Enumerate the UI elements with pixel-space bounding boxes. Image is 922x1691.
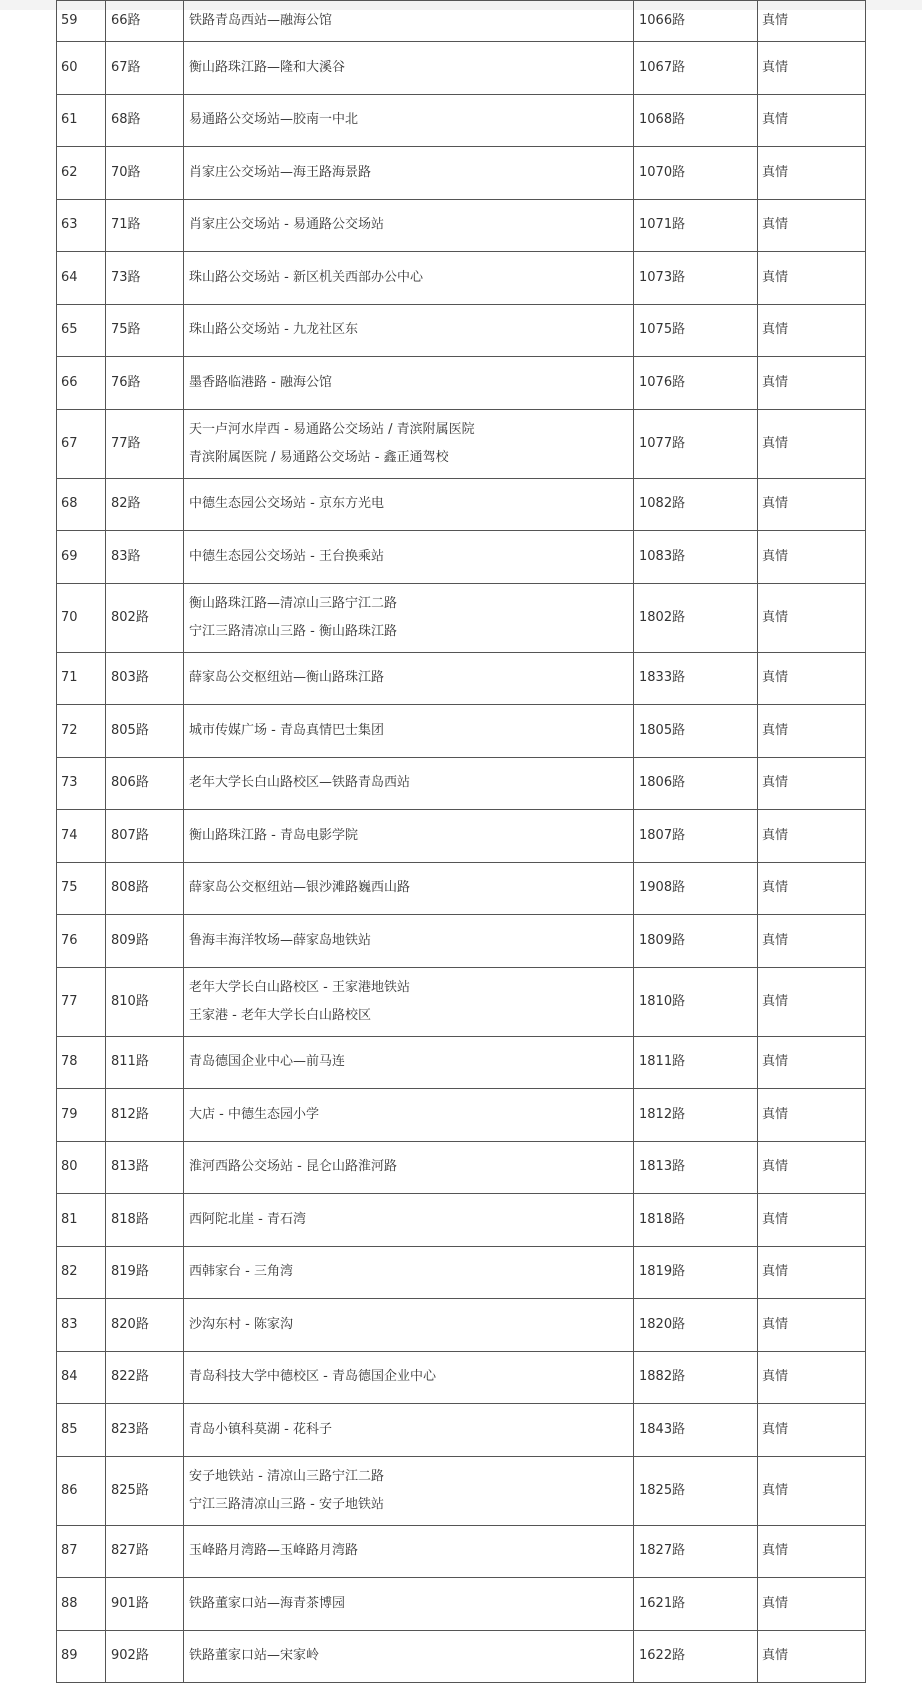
old-route-cell: 813路 — [106, 1141, 184, 1194]
old-route-cell: 71路 — [106, 199, 184, 252]
new-route-cell: 1833路 — [634, 652, 758, 705]
operator-cell: 真情 — [758, 652, 866, 705]
row-number-cell: 68 — [57, 478, 106, 531]
table-row — [57, 1141, 866, 1194]
route-stops-cell — [184, 1194, 634, 1247]
route-stops-line: 玉峰路月湾路—玉峰路月湾路 — [189, 1543, 359, 1559]
row-number-cell: 59 — [57, 1, 106, 42]
old-route-cell: 805路 — [106, 705, 184, 758]
table-row — [57, 1299, 866, 1352]
row-number-cell: 89 — [57, 1630, 106, 1683]
route-stops-cell — [184, 810, 634, 863]
route-stops-cell — [184, 94, 634, 147]
route-stops-line: 天一卢河水岸西 - 易通路公交场站 / 青滨附属医院 — [189, 421, 475, 437]
operator-cell: 真情 — [758, 915, 866, 968]
table-row — [57, 757, 866, 810]
row-number-cell: 83 — [57, 1299, 106, 1352]
route-stops-cell — [184, 1089, 634, 1142]
table-row — [57, 1, 866, 42]
new-route-cell: 1843路 — [634, 1404, 758, 1457]
route-stops-cell — [184, 757, 634, 810]
bus-route-table-container — [56, 0, 866, 1683]
row-number-cell: 61 — [57, 94, 106, 147]
new-route-cell: 1827路 — [634, 1525, 758, 1578]
table-row — [57, 1194, 866, 1247]
operator-cell: 真情 — [758, 1246, 866, 1299]
route-stops-cell — [184, 1246, 634, 1299]
route-stops-line: 青岛小镇科莫湖 - 花科子 — [189, 1421, 332, 1437]
row-number-cell: 74 — [57, 810, 106, 863]
new-route-cell: 1810路 — [634, 967, 758, 1036]
route-stops-line: 城市传媒广场 - 青岛真情巴士集团 — [189, 722, 384, 738]
old-route-cell: 67路 — [106, 42, 184, 95]
table-row — [57, 199, 866, 252]
old-route-cell: 73路 — [106, 252, 184, 305]
operator-cell: 真情 — [758, 967, 866, 1036]
route-stops-line: 西阿陀北崖 - 青石湾 — [189, 1211, 306, 1227]
row-number-cell: 66 — [57, 357, 106, 410]
old-route-cell: 808路 — [106, 862, 184, 915]
new-route-cell: 1082路 — [634, 478, 758, 531]
operator-cell: 真情 — [758, 199, 866, 252]
operator-cell: 真情 — [758, 862, 866, 915]
route-stops-line: 大店 - 中德生态园小学 — [189, 1106, 319, 1122]
route-stops-line: 易通路公交场站—胶南一中北 — [189, 112, 359, 128]
old-route-cell: 807路 — [106, 810, 184, 863]
route-stops-cell — [184, 1351, 634, 1404]
bus-route-table — [56, 0, 866, 1683]
old-route-cell: 809路 — [106, 915, 184, 968]
table-row — [57, 583, 866, 652]
route-stops-line: 青岛科技大学中德校区 - 青岛德国企业中心 — [189, 1369, 436, 1385]
route-stops-line: 西韩家台 - 三角湾 — [189, 1264, 293, 1280]
operator-cell: 真情 — [758, 478, 866, 531]
route-stops-cell — [184, 1525, 634, 1578]
old-route-cell: 82路 — [106, 478, 184, 531]
table-row — [57, 531, 866, 584]
operator-cell: 真情 — [758, 1194, 866, 1247]
operator-cell: 真情 — [758, 147, 866, 200]
row-number-cell: 70 — [57, 583, 106, 652]
new-route-cell: 1073路 — [634, 252, 758, 305]
operator-cell: 真情 — [758, 531, 866, 584]
table-row — [57, 1630, 866, 1683]
table-row — [57, 915, 866, 968]
row-number-cell: 75 — [57, 862, 106, 915]
old-route-cell: 806路 — [106, 757, 184, 810]
table-body — [57, 1, 866, 1683]
table-row — [57, 1404, 866, 1457]
table-row — [57, 1036, 866, 1089]
old-route-cell: 68路 — [106, 94, 184, 147]
new-route-cell: 1066路 — [634, 1, 758, 42]
operator-cell: 真情 — [758, 304, 866, 357]
new-route-cell: 1077路 — [634, 409, 758, 478]
table-row — [57, 409, 866, 478]
route-stops-line: 宁江三路清凉山三路 - 安子地铁站 — [189, 1496, 384, 1512]
route-stops-cell — [184, 531, 634, 584]
old-route-cell: 818路 — [106, 1194, 184, 1247]
operator-cell: 真情 — [758, 1299, 866, 1352]
route-stops-cell — [184, 1036, 634, 1089]
operator-cell: 真情 — [758, 94, 866, 147]
route-stops-cell — [184, 862, 634, 915]
row-number-cell: 81 — [57, 1194, 106, 1247]
new-route-cell: 1071路 — [634, 199, 758, 252]
operator-cell: 真情 — [758, 1141, 866, 1194]
row-number-cell: 82 — [57, 1246, 106, 1299]
row-number-cell: 64 — [57, 252, 106, 305]
route-stops-cell — [184, 1630, 634, 1683]
table-row — [57, 652, 866, 705]
new-route-cell: 1908路 — [634, 862, 758, 915]
old-route-cell: 811路 — [106, 1036, 184, 1089]
old-route-cell: 901路 — [106, 1578, 184, 1631]
old-route-cell: 75路 — [106, 304, 184, 357]
old-route-cell: 819路 — [106, 1246, 184, 1299]
route-stops-cell — [184, 409, 634, 478]
new-route-cell: 1083路 — [634, 531, 758, 584]
route-stops-cell — [184, 304, 634, 357]
operator-cell: 真情 — [758, 1525, 866, 1578]
row-number-cell: 77 — [57, 967, 106, 1036]
new-route-cell: 1825路 — [634, 1456, 758, 1525]
route-stops-line: 老年大学长白山路校区—铁路青岛西站 — [189, 775, 411, 791]
table-row — [57, 705, 866, 758]
row-number-cell: 84 — [57, 1351, 106, 1404]
route-stops-cell — [184, 1, 634, 42]
new-route-cell: 1819路 — [634, 1246, 758, 1299]
old-route-cell: 827路 — [106, 1525, 184, 1578]
old-route-cell: 812路 — [106, 1089, 184, 1142]
old-route-cell: 70路 — [106, 147, 184, 200]
operator-cell: 真情 — [758, 1, 866, 42]
route-stops-line: 薛家岛公交枢纽站—衡山路珠江路 — [189, 670, 385, 686]
route-stops-line: 老年大学长白山路校区 - 王家港地铁站 — [189, 979, 410, 995]
route-stops-line: 青滨附属医院 / 易通路公交场站 - 鑫正通驾校 — [189, 449, 449, 465]
route-stops-line: 珠山路公交场站 - 九龙社区东 — [189, 322, 358, 338]
new-route-cell: 1806路 — [634, 757, 758, 810]
new-route-cell: 1067路 — [634, 42, 758, 95]
new-route-cell: 1813路 — [634, 1141, 758, 1194]
operator-cell: 真情 — [758, 1404, 866, 1457]
row-number-cell: 62 — [57, 147, 106, 200]
row-number-cell: 86 — [57, 1456, 106, 1525]
route-stops-cell — [184, 42, 634, 95]
new-route-cell: 1812路 — [634, 1089, 758, 1142]
new-route-cell: 1805路 — [634, 705, 758, 758]
route-stops-line: 青岛德国企业中心—前马连 — [189, 1054, 346, 1070]
row-number-cell: 80 — [57, 1141, 106, 1194]
table-row — [57, 1578, 866, 1631]
table-row — [57, 478, 866, 531]
route-stops-line: 珠山路公交场站 - 新区机关西部办公中心 — [189, 269, 423, 285]
new-route-cell: 1070路 — [634, 147, 758, 200]
old-route-cell: 810路 — [106, 967, 184, 1036]
row-number-cell: 85 — [57, 1404, 106, 1457]
table-row — [57, 42, 866, 95]
table-row — [57, 810, 866, 863]
new-route-cell: 1802路 — [634, 583, 758, 652]
row-number-cell: 67 — [57, 409, 106, 478]
new-route-cell: 1621路 — [634, 1578, 758, 1631]
operator-cell: 真情 — [758, 1036, 866, 1089]
old-route-cell: 802路 — [106, 583, 184, 652]
operator-cell: 真情 — [758, 1456, 866, 1525]
route-stops-cell — [184, 147, 634, 200]
old-route-cell: 823路 — [106, 1404, 184, 1457]
row-number-cell: 73 — [57, 757, 106, 810]
table-row — [57, 94, 866, 147]
operator-cell: 真情 — [758, 583, 866, 652]
operator-cell: 真情 — [758, 705, 866, 758]
row-number-cell: 72 — [57, 705, 106, 758]
row-number-cell: 76 — [57, 915, 106, 968]
operator-cell: 真情 — [758, 252, 866, 305]
new-route-cell: 1820路 — [634, 1299, 758, 1352]
table-row — [57, 967, 866, 1036]
operator-cell: 真情 — [758, 1089, 866, 1142]
operator-cell: 真情 — [758, 1630, 866, 1683]
table-row — [57, 1351, 866, 1404]
route-stops-cell — [184, 915, 634, 968]
route-stops-line: 肖家庄公交场站 - 易通路公交场站 — [189, 217, 384, 233]
route-stops-cell — [184, 252, 634, 305]
route-stops-line: 沙沟东村 - 陈家沟 — [189, 1316, 293, 1332]
route-stops-line: 宁江三路清凉山三路 - 衡山路珠江路 — [189, 623, 397, 639]
route-stops-cell — [184, 1299, 634, 1352]
route-stops-line: 薛家岛公交枢纽站—银沙滩路巍西山路 — [189, 880, 411, 896]
route-stops-cell — [184, 705, 634, 758]
old-route-cell: 803路 — [106, 652, 184, 705]
route-stops-cell — [184, 1404, 634, 1457]
new-route-cell: 1818路 — [634, 1194, 758, 1247]
row-number-cell: 60 — [57, 42, 106, 95]
route-stops-line: 中德生态园公交场站 - 京东方光电 — [189, 496, 384, 512]
operator-cell: 真情 — [758, 42, 866, 95]
operator-cell: 真情 — [758, 357, 866, 410]
route-stops-line: 王家港 - 老年大学长白山路校区 — [189, 1007, 371, 1023]
row-number-cell: 87 — [57, 1525, 106, 1578]
table-row — [57, 1525, 866, 1578]
operator-cell: 真情 — [758, 409, 866, 478]
row-number-cell: 63 — [57, 199, 106, 252]
route-stops-cell — [184, 1456, 634, 1525]
old-route-cell: 825路 — [106, 1456, 184, 1525]
route-stops-line: 淮河西路公交场站 - 昆仑山路淮河路 — [189, 1159, 397, 1175]
new-route-cell: 1068路 — [634, 94, 758, 147]
route-stops-cell — [184, 652, 634, 705]
table-row — [57, 357, 866, 410]
old-route-cell: 822路 — [106, 1351, 184, 1404]
route-stops-line: 铁路青岛西站—融海公馆 — [189, 13, 333, 28]
new-route-cell: 1075路 — [634, 304, 758, 357]
route-stops-cell — [184, 967, 634, 1036]
new-route-cell: 1811路 — [634, 1036, 758, 1089]
row-number-cell: 65 — [57, 304, 106, 357]
row-number-cell: 79 — [57, 1089, 106, 1142]
route-stops-cell — [184, 1141, 634, 1194]
route-stops-line: 肖家庄公交场站—海王路海景路 — [189, 164, 372, 180]
new-route-cell: 1882路 — [634, 1351, 758, 1404]
route-stops-line: 铁路董家口站—宋家岭 — [189, 1648, 320, 1664]
table-row — [57, 147, 866, 200]
table-row — [57, 862, 866, 915]
new-route-cell: 1807路 — [634, 810, 758, 863]
old-route-cell: 66路 — [106, 1, 184, 42]
table-row — [57, 1456, 866, 1525]
row-number-cell: 88 — [57, 1578, 106, 1631]
new-route-cell: 1622路 — [634, 1630, 758, 1683]
route-stops-line: 鲁海丰海洋牧场—薛家岛地铁站 — [189, 932, 372, 948]
route-stops-line: 衡山路珠江路—隆和大溪谷 — [189, 59, 346, 75]
route-stops-line: 墨香路临港路 - 融海公馆 — [189, 374, 332, 390]
row-number-cell: 71 — [57, 652, 106, 705]
route-stops-line: 衡山路珠江路 - 青岛电影学院 — [189, 827, 358, 843]
old-route-cell: 902路 — [106, 1630, 184, 1683]
old-route-cell: 83路 — [106, 531, 184, 584]
route-stops-line: 铁路董家口站—海青茶博园 — [189, 1595, 346, 1611]
old-route-cell: 77路 — [106, 409, 184, 478]
route-stops-line: 衡山路珠江路—清凉山三路宁江二路 — [189, 595, 398, 611]
route-stops-cell — [184, 199, 634, 252]
operator-cell: 真情 — [758, 757, 866, 810]
operator-cell: 真情 — [758, 1578, 866, 1631]
route-stops-cell — [184, 357, 634, 410]
operator-cell: 真情 — [758, 810, 866, 863]
route-stops-cell — [184, 583, 634, 652]
route-stops-line: 安子地铁站 - 清凉山三路宁江二路 — [189, 1468, 384, 1484]
table-row — [57, 1089, 866, 1142]
new-route-cell: 1809路 — [634, 915, 758, 968]
row-number-cell: 78 — [57, 1036, 106, 1089]
route-stops-cell — [184, 1578, 634, 1631]
new-route-cell: 1076路 — [634, 357, 758, 410]
old-route-cell: 76路 — [106, 357, 184, 410]
table-row — [57, 1246, 866, 1299]
operator-cell: 真情 — [758, 1351, 866, 1404]
route-stops-cell — [184, 478, 634, 531]
old-route-cell: 820路 — [106, 1299, 184, 1352]
table-row — [57, 304, 866, 357]
row-number-cell: 69 — [57, 531, 106, 584]
route-stops-line: 中德生态园公交场站 - 王台换乘站 — [189, 548, 384, 564]
table-row — [57, 252, 866, 305]
